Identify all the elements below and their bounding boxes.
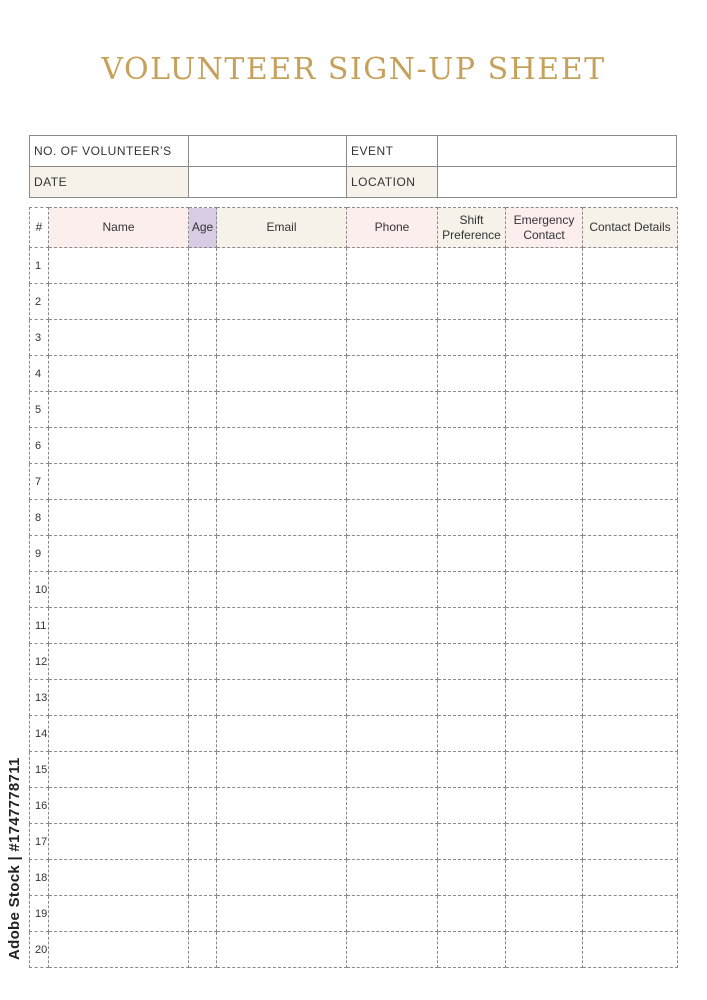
emergency-contact-cell[interactable] bbox=[506, 824, 583, 860]
name-cell[interactable] bbox=[49, 896, 189, 932]
email-cell[interactable] bbox=[217, 824, 347, 860]
email-cell[interactable] bbox=[217, 356, 347, 392]
location-field[interactable] bbox=[438, 167, 677, 198]
row-number: 13 bbox=[30, 680, 49, 716]
phone-cell[interactable] bbox=[347, 896, 438, 932]
contact-details-cell[interactable] bbox=[583, 572, 678, 608]
row-number: 2 bbox=[30, 284, 49, 320]
phone-cell[interactable] bbox=[347, 572, 438, 608]
table-row bbox=[30, 824, 678, 860]
shift-preference-cell[interactable] bbox=[438, 284, 506, 320]
name-cell[interactable] bbox=[49, 464, 189, 500]
phone-cell[interactable] bbox=[347, 752, 438, 788]
email-cell[interactable] bbox=[217, 248, 347, 284]
name-cell[interactable] bbox=[49, 500, 189, 536]
stock-watermark: Adobe Stock | #1747778711 bbox=[6, 757, 23, 960]
header-row bbox=[30, 208, 678, 248]
row-number: 7 bbox=[30, 464, 49, 500]
table-row bbox=[30, 608, 678, 644]
email-cell[interactable] bbox=[217, 500, 347, 536]
age-cell[interactable] bbox=[189, 644, 217, 680]
table-row bbox=[30, 860, 678, 896]
contact-details-cell[interactable] bbox=[583, 320, 678, 356]
name-cell[interactable] bbox=[49, 788, 189, 824]
name-cell[interactable] bbox=[49, 392, 189, 428]
shift-preference-cell[interactable] bbox=[438, 752, 506, 788]
contact-details-cell[interactable] bbox=[583, 356, 678, 392]
phone-cell[interactable] bbox=[347, 464, 438, 500]
email-cell[interactable] bbox=[217, 932, 347, 968]
shift-preference-cell[interactable] bbox=[438, 716, 506, 752]
shift-preference-cell[interactable] bbox=[438, 644, 506, 680]
age-cell[interactable] bbox=[189, 788, 217, 824]
name-cell[interactable] bbox=[49, 680, 189, 716]
column-header-shift-preference bbox=[438, 208, 506, 248]
email-cell[interactable] bbox=[217, 788, 347, 824]
contact-details-cell[interactable] bbox=[583, 824, 678, 860]
table-row bbox=[30, 644, 678, 680]
contact-details-cell[interactable] bbox=[583, 896, 678, 932]
name-cell[interactable] bbox=[49, 644, 189, 680]
shift-preference-cell[interactable] bbox=[438, 248, 506, 284]
emergency-contact-cell[interactable] bbox=[506, 536, 583, 572]
contact-details-cell[interactable] bbox=[583, 608, 678, 644]
phone-cell[interactable] bbox=[347, 392, 438, 428]
name-cell[interactable] bbox=[49, 572, 189, 608]
name-cell[interactable] bbox=[49, 356, 189, 392]
name-cell[interactable] bbox=[49, 608, 189, 644]
phone-cell[interactable] bbox=[347, 284, 438, 320]
contact-details-cell[interactable] bbox=[583, 428, 678, 464]
emergency-contact-cell[interactable] bbox=[506, 248, 583, 284]
column-header-emergency-contact bbox=[506, 208, 583, 248]
age-cell[interactable] bbox=[189, 248, 217, 284]
age-cell[interactable] bbox=[189, 932, 217, 968]
column-header-age: Age bbox=[189, 208, 217, 248]
name-cell[interactable] bbox=[49, 284, 189, 320]
contact-details-cell[interactable] bbox=[583, 500, 678, 536]
row-number: 16 bbox=[30, 788, 49, 824]
name-cell[interactable] bbox=[49, 932, 189, 968]
emergency-contact-cell[interactable] bbox=[506, 860, 583, 896]
age-cell[interactable] bbox=[189, 680, 217, 716]
table-row bbox=[30, 752, 678, 788]
phone-cell[interactable] bbox=[347, 680, 438, 716]
shift-preference-cell[interactable] bbox=[438, 680, 506, 716]
row-number: 19 bbox=[30, 896, 49, 932]
age-cell[interactable] bbox=[189, 824, 217, 860]
name-cell[interactable] bbox=[49, 824, 189, 860]
shift-preference-cell[interactable] bbox=[438, 788, 506, 824]
contact-details-cell[interactable] bbox=[583, 680, 678, 716]
email-cell[interactable] bbox=[217, 464, 347, 500]
age-cell[interactable] bbox=[189, 860, 217, 896]
age-cell[interactable] bbox=[189, 896, 217, 932]
location-label: LOCATION bbox=[347, 167, 438, 198]
page-title: VOLUNTEER SIGN-UP SHEET bbox=[101, 52, 606, 87]
row-number: 14 bbox=[30, 716, 49, 752]
shift-preference-cell[interactable] bbox=[438, 428, 506, 464]
name-cell[interactable] bbox=[49, 320, 189, 356]
contact-details-cell[interactable] bbox=[583, 464, 678, 500]
emergency-contact-cell[interactable] bbox=[506, 608, 583, 644]
shift-preference-cell[interactable] bbox=[438, 536, 506, 572]
email-cell[interactable] bbox=[217, 680, 347, 716]
shift-preference-cell[interactable] bbox=[438, 464, 506, 500]
info-row-1 bbox=[30, 136, 677, 167]
event-info-table bbox=[29, 135, 677, 198]
phone-cell[interactable] bbox=[347, 860, 438, 896]
age-cell[interactable] bbox=[189, 428, 217, 464]
age-cell[interactable] bbox=[189, 572, 217, 608]
contact-details-cell[interactable] bbox=[583, 284, 678, 320]
date-label: DATE bbox=[30, 167, 189, 198]
email-cell[interactable] bbox=[217, 860, 347, 896]
column-header-email: Email bbox=[217, 208, 347, 248]
phone-cell[interactable] bbox=[347, 788, 438, 824]
age-cell[interactable] bbox=[189, 464, 217, 500]
emergency-contact-cell[interactable] bbox=[506, 500, 583, 536]
phone-cell[interactable] bbox=[347, 824, 438, 860]
contact-details-cell[interactable] bbox=[583, 536, 678, 572]
email-cell[interactable] bbox=[217, 284, 347, 320]
name-cell[interactable] bbox=[49, 860, 189, 896]
shift-line-1: Shift bbox=[459, 212, 484, 227]
row-number: 3 bbox=[30, 320, 49, 356]
shift-line-2: Preference bbox=[442, 227, 501, 242]
emergency-contact-cell[interactable] bbox=[506, 572, 583, 608]
row-number: 17 bbox=[30, 824, 49, 860]
email-cell[interactable] bbox=[217, 392, 347, 428]
row-number: 12 bbox=[30, 644, 49, 680]
phone-cell[interactable] bbox=[347, 428, 438, 464]
shift-preference-cell[interactable] bbox=[438, 860, 506, 896]
table-row bbox=[30, 716, 678, 752]
row-number: 6 bbox=[30, 428, 49, 464]
shift-preference-cell[interactable] bbox=[438, 392, 506, 428]
contact-details-cell[interactable] bbox=[583, 932, 678, 968]
emergency-contact-cell[interactable] bbox=[506, 788, 583, 824]
contact-details-cell[interactable] bbox=[583, 860, 678, 896]
table-row bbox=[30, 896, 678, 932]
email-cell[interactable] bbox=[217, 644, 347, 680]
row-number: 11 bbox=[30, 608, 49, 644]
email-cell[interactable] bbox=[217, 320, 347, 356]
age-cell[interactable] bbox=[189, 284, 217, 320]
age-cell[interactable] bbox=[189, 356, 217, 392]
age-cell[interactable] bbox=[189, 752, 217, 788]
emergency-contact-cell[interactable] bbox=[506, 896, 583, 932]
contact-details-cell[interactable] bbox=[583, 752, 678, 788]
emergency-contact-cell[interactable] bbox=[506, 428, 583, 464]
shift-preference-cell[interactable] bbox=[438, 320, 506, 356]
email-cell[interactable] bbox=[217, 428, 347, 464]
signup-rows bbox=[30, 248, 678, 968]
shift-preference-cell[interactable] bbox=[438, 896, 506, 932]
name-cell[interactable] bbox=[49, 536, 189, 572]
age-cell[interactable] bbox=[189, 392, 217, 428]
column-header-name: Name bbox=[49, 208, 189, 248]
table-row bbox=[30, 536, 678, 572]
column-header-number: # bbox=[30, 208, 49, 248]
contact-details-cell[interactable] bbox=[583, 248, 678, 284]
emergency-line-1: Emergency bbox=[513, 212, 575, 227]
emergency-contact-cell[interactable] bbox=[506, 320, 583, 356]
contact-details-cell[interactable] bbox=[583, 644, 678, 680]
row-number: 20 bbox=[30, 932, 49, 968]
phone-cell[interactable] bbox=[347, 608, 438, 644]
contact-details-cell[interactable] bbox=[583, 392, 678, 428]
emergency-contact-cell[interactable] bbox=[506, 284, 583, 320]
row-number: 18 bbox=[30, 860, 49, 896]
name-cell[interactable] bbox=[49, 248, 189, 284]
info-row-2 bbox=[30, 167, 677, 198]
table-row bbox=[30, 680, 678, 716]
column-header-contact-details: Contact Details bbox=[583, 208, 678, 248]
table-row bbox=[30, 788, 678, 824]
table-row bbox=[30, 428, 678, 464]
emergency-contact-cell[interactable] bbox=[506, 680, 583, 716]
volunteers-count-field[interactable] bbox=[189, 136, 347, 167]
table-row bbox=[30, 572, 678, 608]
date-field[interactable] bbox=[189, 167, 347, 198]
contact-details-cell[interactable] bbox=[583, 716, 678, 752]
email-cell[interactable] bbox=[217, 536, 347, 572]
signup-table bbox=[29, 207, 678, 968]
phone-cell[interactable] bbox=[347, 644, 438, 680]
table-row bbox=[30, 932, 678, 968]
emergency-contact-cell[interactable] bbox=[506, 752, 583, 788]
name-cell[interactable] bbox=[49, 428, 189, 464]
email-cell[interactable] bbox=[217, 572, 347, 608]
table-row bbox=[30, 356, 678, 392]
table-row bbox=[30, 320, 678, 356]
name-cell[interactable] bbox=[49, 752, 189, 788]
table-row bbox=[30, 392, 678, 428]
column-header-phone: Phone bbox=[347, 208, 438, 248]
phone-cell[interactable] bbox=[347, 248, 438, 284]
row-number: 10 bbox=[30, 572, 49, 608]
email-cell[interactable] bbox=[217, 896, 347, 932]
name-cell[interactable] bbox=[49, 716, 189, 752]
table-row bbox=[30, 248, 678, 284]
table-row bbox=[30, 284, 678, 320]
event-label: EVENT bbox=[347, 136, 438, 167]
shift-preference-cell[interactable] bbox=[438, 824, 506, 860]
phone-cell[interactable] bbox=[347, 932, 438, 968]
age-cell[interactable] bbox=[189, 500, 217, 536]
emergency-contact-cell[interactable] bbox=[506, 932, 583, 968]
email-cell[interactable] bbox=[217, 752, 347, 788]
row-number: 5 bbox=[30, 392, 49, 428]
row-number: 9 bbox=[30, 536, 49, 572]
phone-cell[interactable] bbox=[347, 716, 438, 752]
phone-cell[interactable] bbox=[347, 536, 438, 572]
emergency-line-2: Contact bbox=[523, 227, 565, 242]
age-cell[interactable] bbox=[189, 320, 217, 356]
phone-cell[interactable] bbox=[347, 356, 438, 392]
shift-preference-cell[interactable] bbox=[438, 572, 506, 608]
email-cell[interactable] bbox=[217, 716, 347, 752]
age-cell[interactable] bbox=[189, 536, 217, 572]
volunteers-count-label: NO. OF VOLUNTEER’S bbox=[30, 136, 189, 167]
emergency-contact-cell[interactable] bbox=[506, 716, 583, 752]
table-row bbox=[30, 464, 678, 500]
emergency-contact-cell[interactable] bbox=[506, 464, 583, 500]
row-number: 15 bbox=[30, 752, 49, 788]
emergency-contact-cell[interactable] bbox=[506, 644, 583, 680]
emergency-contact-cell[interactable] bbox=[506, 356, 583, 392]
contact-details-cell[interactable] bbox=[583, 788, 678, 824]
phone-cell[interactable] bbox=[347, 500, 438, 536]
shift-preference-cell[interactable] bbox=[438, 356, 506, 392]
age-cell[interactable] bbox=[189, 608, 217, 644]
event-field[interactable] bbox=[438, 136, 677, 167]
row-number: 8 bbox=[30, 500, 49, 536]
age-cell[interactable] bbox=[189, 716, 217, 752]
emergency-contact-cell[interactable] bbox=[506, 392, 583, 428]
shift-preference-cell[interactable] bbox=[438, 500, 506, 536]
shift-preference-cell[interactable] bbox=[438, 608, 506, 644]
row-number: 4 bbox=[30, 356, 49, 392]
phone-cell[interactable] bbox=[347, 320, 438, 356]
row-number: 1 bbox=[30, 248, 49, 284]
shift-preference-cell[interactable] bbox=[438, 932, 506, 968]
email-cell[interactable] bbox=[217, 608, 347, 644]
table-row bbox=[30, 500, 678, 536]
